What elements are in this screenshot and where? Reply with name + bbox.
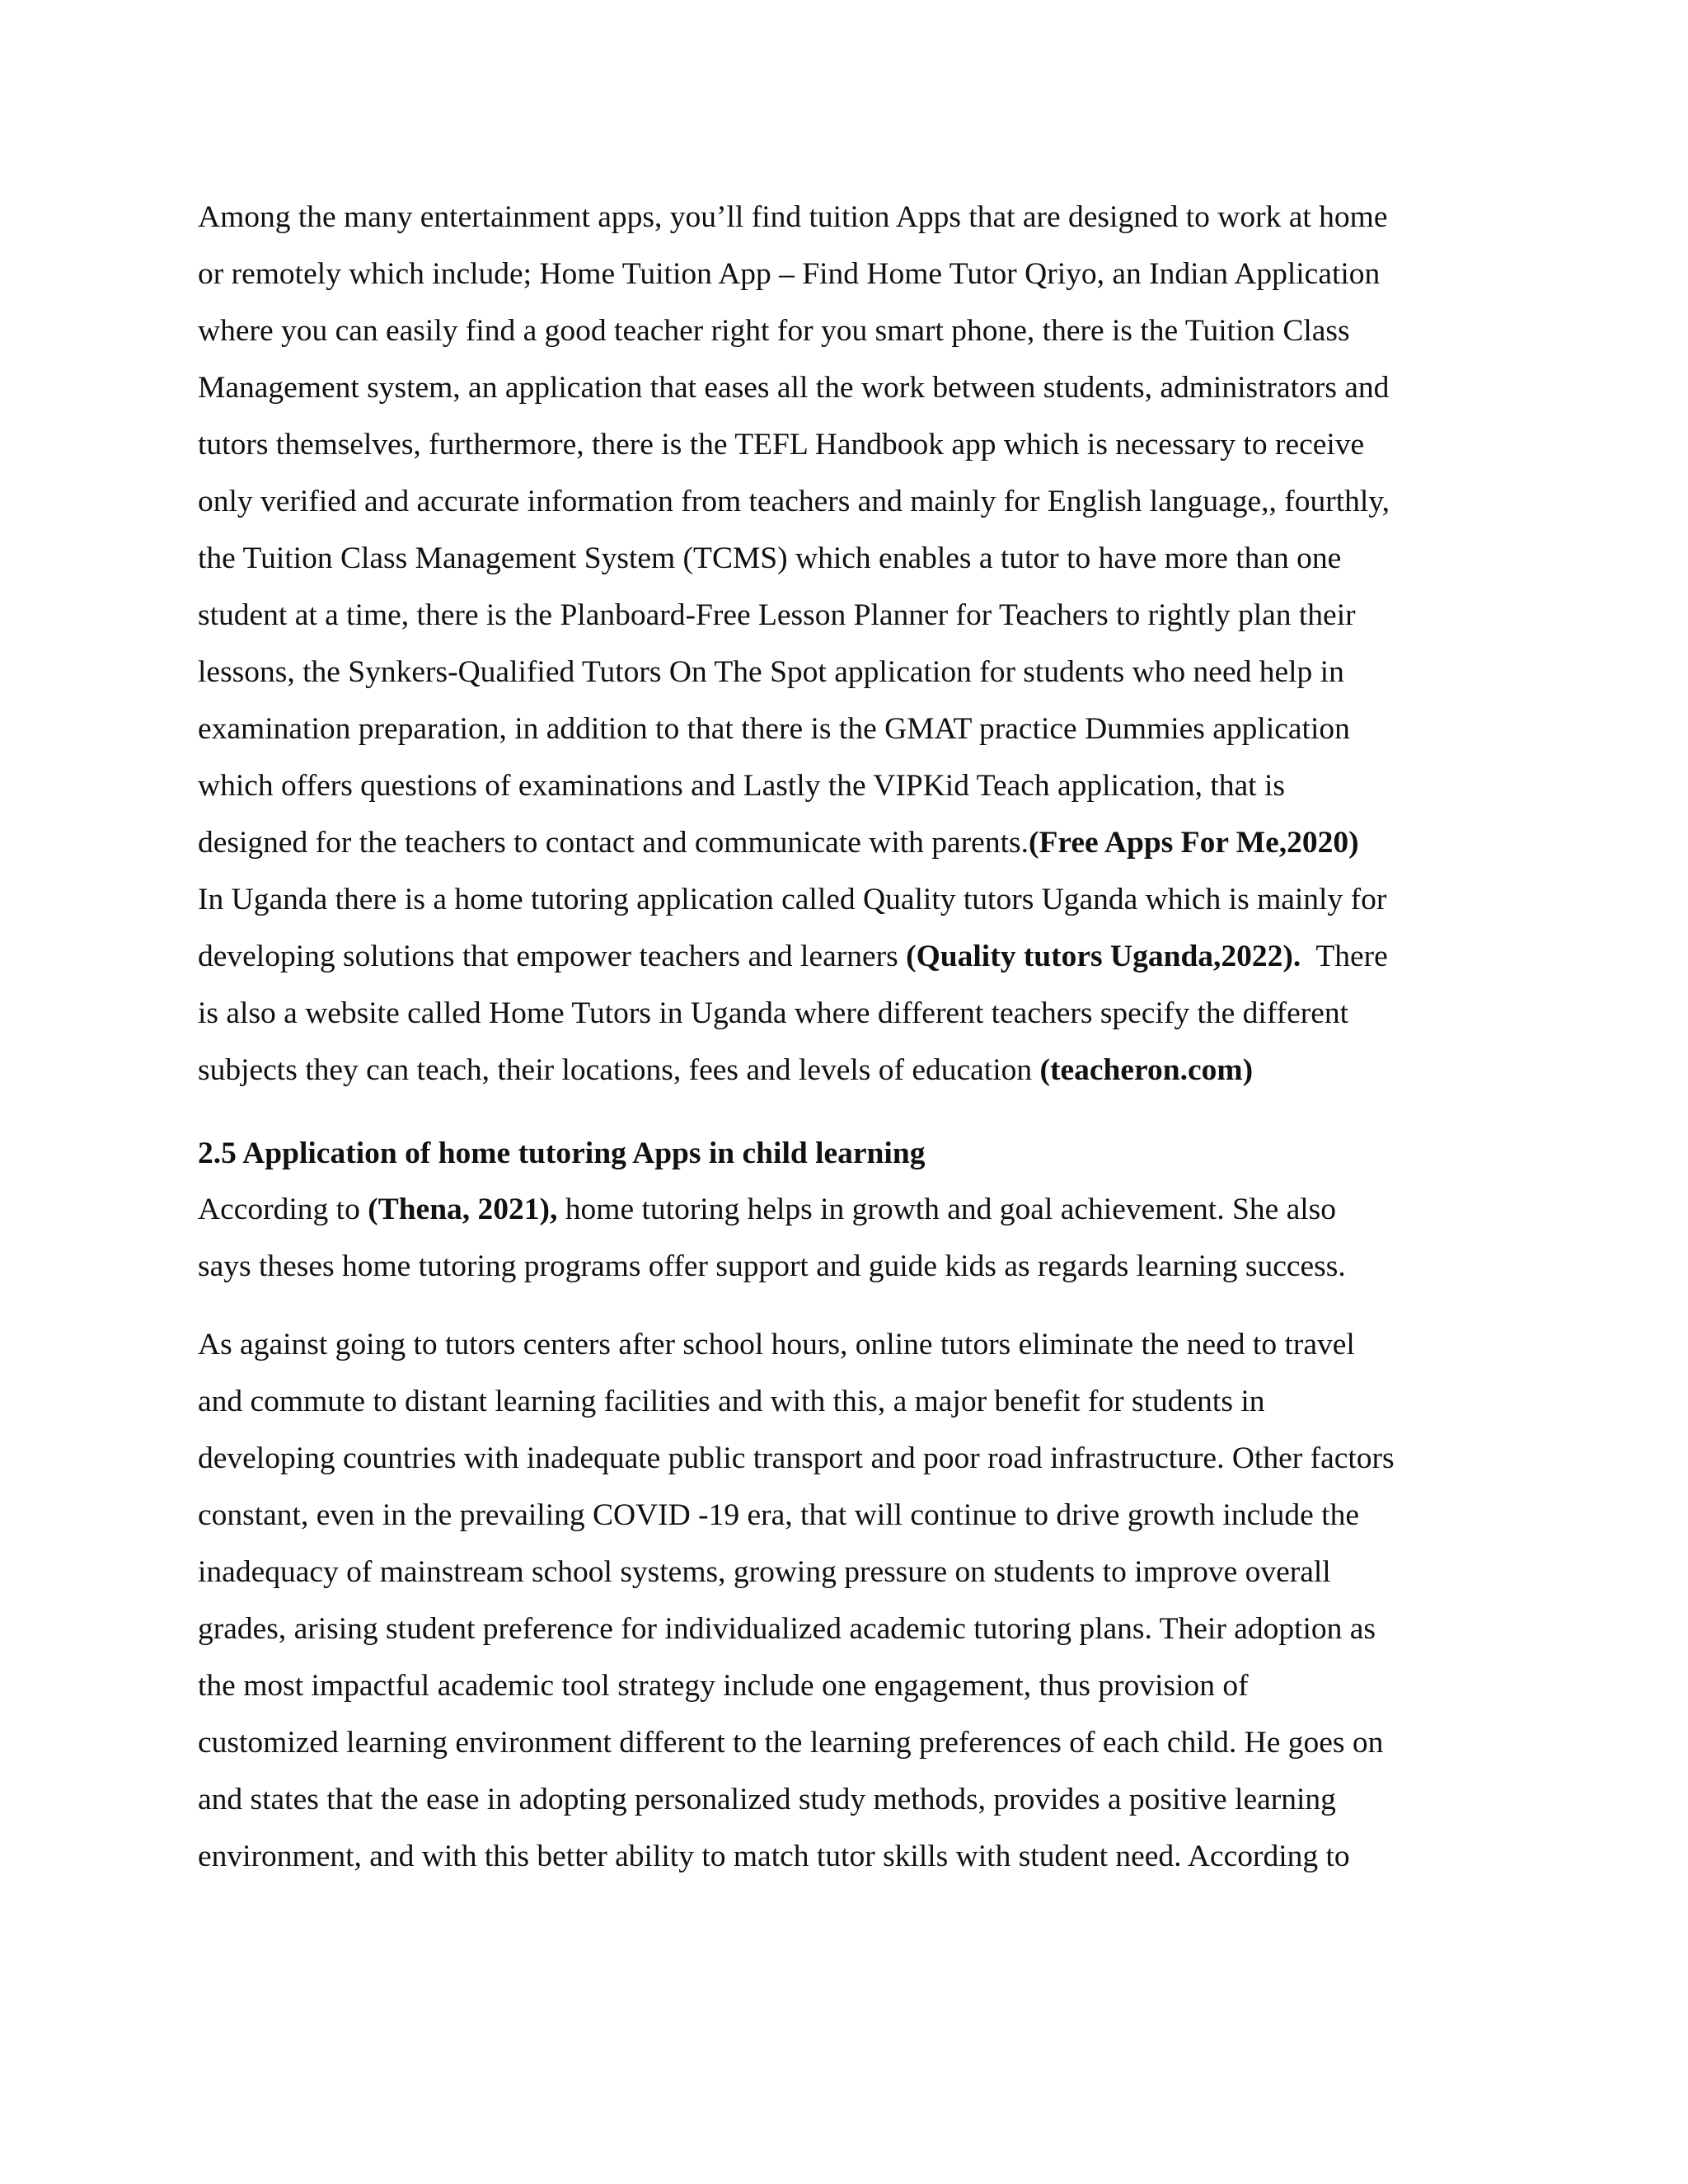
citation: (Quality tutors Uganda,2022). bbox=[906, 940, 1301, 973]
text-line bbox=[198, 1192, 1336, 1228]
text-line: the most impactful academic tool strategy include one engagement, thus provision of bbox=[198, 1669, 1249, 1703]
text-line: says theses home tutoring programs offer support and guide kids as regards learning success. bbox=[198, 1249, 1346, 1283]
text-line: only verified and accurate information from teachers and mainly for English language,, fourthly, bbox=[198, 485, 1390, 518]
section-heading: 2.5 Application of home tutoring Apps in child learning bbox=[198, 1137, 926, 1170]
text-line: grades, arising student preference for individualized academic tutoring plans. Their adoption as bbox=[198, 1612, 1376, 1646]
text-line: Management system, an application that eases all the work between students, administrators and bbox=[198, 371, 1390, 405]
text-line: and states that the ease in adopting personalized study methods, provides a positive learning bbox=[198, 1783, 1336, 1816]
text-line: is also a website called Home Tutors in Uganda where different teachers specify the different bbox=[198, 996, 1349, 1030]
text-line: student at a time, there is the Planboard-Free Lesson Planner for Teachers to rightly plan their bbox=[198, 598, 1356, 632]
text-line bbox=[198, 1052, 1253, 1089]
line-text-tail: There bbox=[1301, 940, 1388, 973]
text-line: where you can easily find a good teacher right for you smart phone, there is the Tuition Class bbox=[198, 314, 1350, 348]
text-line: Among the many entertainment apps, you’ll find tuition Apps that are designed to work at home bbox=[198, 200, 1388, 234]
text-line: constant, even in the prevailing COVID -19 era, that will continue to drive growth include the bbox=[198, 1498, 1359, 1532]
text-line: the Tuition Class Management System (TCMS) which enables a tutor to have more than one bbox=[198, 541, 1342, 575]
text-line: As against going to tutors centers after school hours, online tutors eliminate the need to travel bbox=[198, 1328, 1355, 1361]
line-text: designed for the teachers to contact and communicate with parents. bbox=[198, 826, 1029, 860]
text-line: environment, and with this better ability to match tutor skills with student need. According to bbox=[198, 1840, 1350, 1873]
text-line: or remotely which include; Home Tuition App – Find Home Tutor Qriyo, an Indian Application bbox=[198, 257, 1381, 291]
line-text: subjects they can teach, their locations, fees and levels of education bbox=[198, 1053, 1040, 1087]
line-text: According to bbox=[198, 1193, 368, 1226]
text-line: which offers questions of examinations and Lastly the VIPKid Teach application, that is bbox=[198, 769, 1285, 803]
line-text: developing solutions that empower teachers and learners bbox=[198, 940, 907, 973]
text-line: developing countries with inadequate public transport and poor road infrastructure. Other factors bbox=[198, 1441, 1395, 1475]
text-line: examination preparation, in addition to that there is the GMAT practice Dummies application bbox=[198, 712, 1350, 746]
text-line: inadequacy of mainstream school systems, growing pressure on students to improve overall bbox=[198, 1555, 1331, 1589]
citation: (Thena, 2021), bbox=[368, 1193, 558, 1226]
text-line: In Uganda there is a home tutoring application called Quality tutors Uganda which is mainly for bbox=[198, 883, 1387, 916]
text-line: customized learning environment different to the learning preferences of each child. He goes on bbox=[198, 1726, 1384, 1760]
text-line bbox=[198, 939, 1388, 975]
citation: (teacheron.com) bbox=[1039, 1053, 1254, 1087]
text-line bbox=[198, 825, 1359, 861]
text-line: lessons, the Synkers-Qualified Tutors On The Spot application for students who need help in bbox=[198, 655, 1344, 689]
text-line: and commute to distant learning facilities and with this, a major benefit for students in bbox=[198, 1385, 1265, 1418]
text-line: tutors themselves, furthermore, there is the TEFL Handbook app which is necessary to receive bbox=[198, 428, 1365, 462]
line-text-rest: home tutoring helps in growth and goal achievement. She also bbox=[557, 1193, 1337, 1226]
citation: (Free Apps For Me,2020) bbox=[1028, 826, 1359, 860]
